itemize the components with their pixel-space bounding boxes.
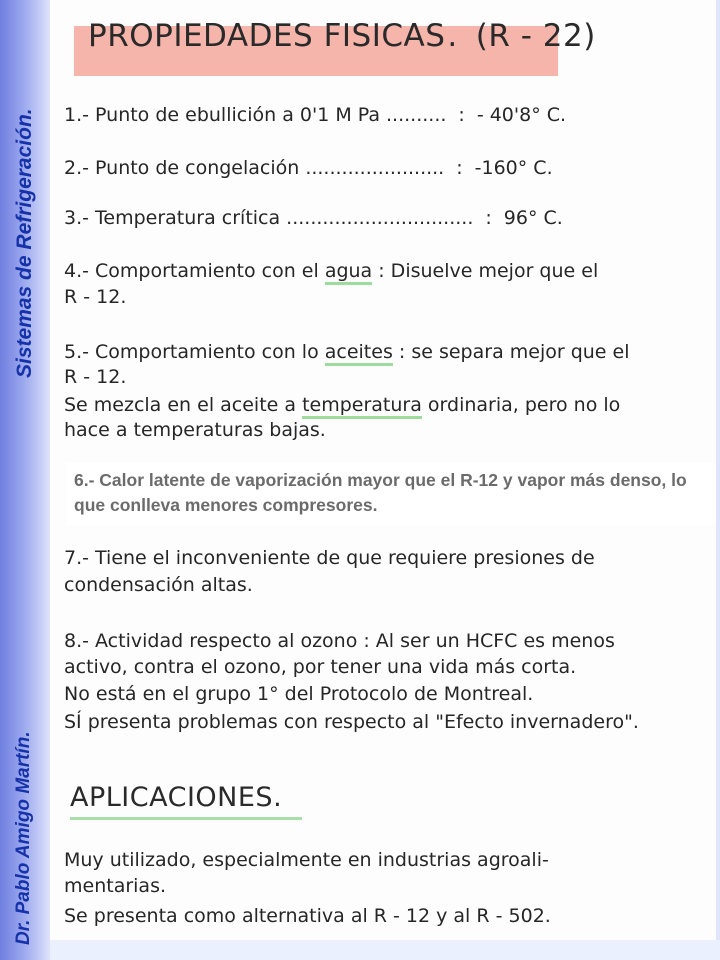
property-sep: : — [458, 104, 465, 126]
property-row — [64, 156, 553, 181]
item-5-suffix: : se separa mejor que el — [392, 341, 630, 363]
title-text: PROPIEDADES FISICAS — [88, 18, 446, 54]
item-7-line-2: condensación altas. — [64, 574, 253, 596]
property-dots: ....................... — [305, 157, 445, 179]
item-6-text: 6.- Calor latente de vaporización mayor que el R-12 y vapor más denso, lo que conlleva menores compresores. — [74, 470, 687, 515]
applications-line-2: mentarias. — [64, 875, 167, 897]
item-6-box — [66, 463, 716, 525]
right-frame-strip — [716, 0, 720, 960]
item-5-highlight: aceites — [325, 341, 393, 366]
item-5-prefix: 5.- Comportamiento con lo — [64, 341, 325, 363]
item-5-line-3-suffix: ordinaria, pero no lo — [421, 394, 621, 416]
item-4-suffix: : Disuelve mejor que el — [372, 260, 599, 282]
title-dot: . — [447, 18, 458, 54]
item-8-line-3: No está en el grupo 1° del Protocolo de Montreal. — [64, 683, 534, 705]
property-value: 96° C. — [503, 207, 563, 229]
item-4-prefix: 4.- Comportamiento con el — [64, 260, 325, 282]
property-value: - 40'8° C. — [476, 104, 567, 126]
item-5-line-3-highlight: temperatura — [302, 394, 422, 419]
sidebar-author: Dr. Pablo Amigo Martín. — [13, 731, 34, 945]
item-5-line-2: R - 12. — [64, 366, 127, 388]
property-label: 3.- Temperatura crítica — [64, 207, 281, 229]
property-sep: : — [485, 207, 492, 229]
page-title — [88, 18, 596, 54]
applications-underline — [70, 817, 302, 820]
item-8-line-1: 8.- Actividad respecto al ozono : Al ser un HCFC es menos — [64, 630, 615, 652]
item-4-highlight: agua — [325, 260, 372, 285]
property-sep: : — [456, 157, 463, 179]
item-5-line-3 — [64, 393, 620, 418]
item-7-line-1: 7.- Tiene el inconveniente de que requiere presiones de — [64, 547, 595, 569]
item-8-line-2: activo, contra el ozono, por tener una vida más corta. — [64, 656, 577, 678]
applications-line-1: Muy utilizado, especialmente en industrias agroali- — [64, 849, 549, 871]
item-4-line-1 — [64, 259, 598, 284]
property-dots: .......... — [386, 104, 447, 126]
property-row — [64, 103, 566, 128]
item-5-line-1 — [64, 340, 630, 365]
property-label: 2.- Punto de congelación — [64, 157, 300, 179]
bottom-frame-strip — [50, 940, 720, 960]
left-sidebar — [0, 0, 50, 960]
sidebar-title: Sistemas de Refrigeración. — [13, 108, 36, 378]
item-4-line-2: R - 12. — [64, 286, 127, 308]
item-5-line-4: hace a temperaturas bajas. — [64, 419, 326, 441]
applications-title: APLICACIONES. — [70, 782, 283, 813]
item-5-line-3-prefix: Se mezcla en el aceite a — [64, 394, 303, 416]
property-dots: ............................... — [286, 207, 474, 229]
item-8-line-4: SÍ presenta problemas con respecto al "Efecto invernadero". — [64, 711, 639, 733]
property-row — [64, 206, 563, 231]
property-value: -160° C. — [474, 157, 553, 179]
applications-line-3: Se presenta como alternativa al R - 12 y al R - 502. — [64, 905, 551, 927]
scanned-page — [50, 0, 716, 940]
title-formula: (R - 22) — [475, 18, 596, 54]
property-label: 1.- Punto de ebullición a 0'1 M Pa — [64, 104, 380, 126]
